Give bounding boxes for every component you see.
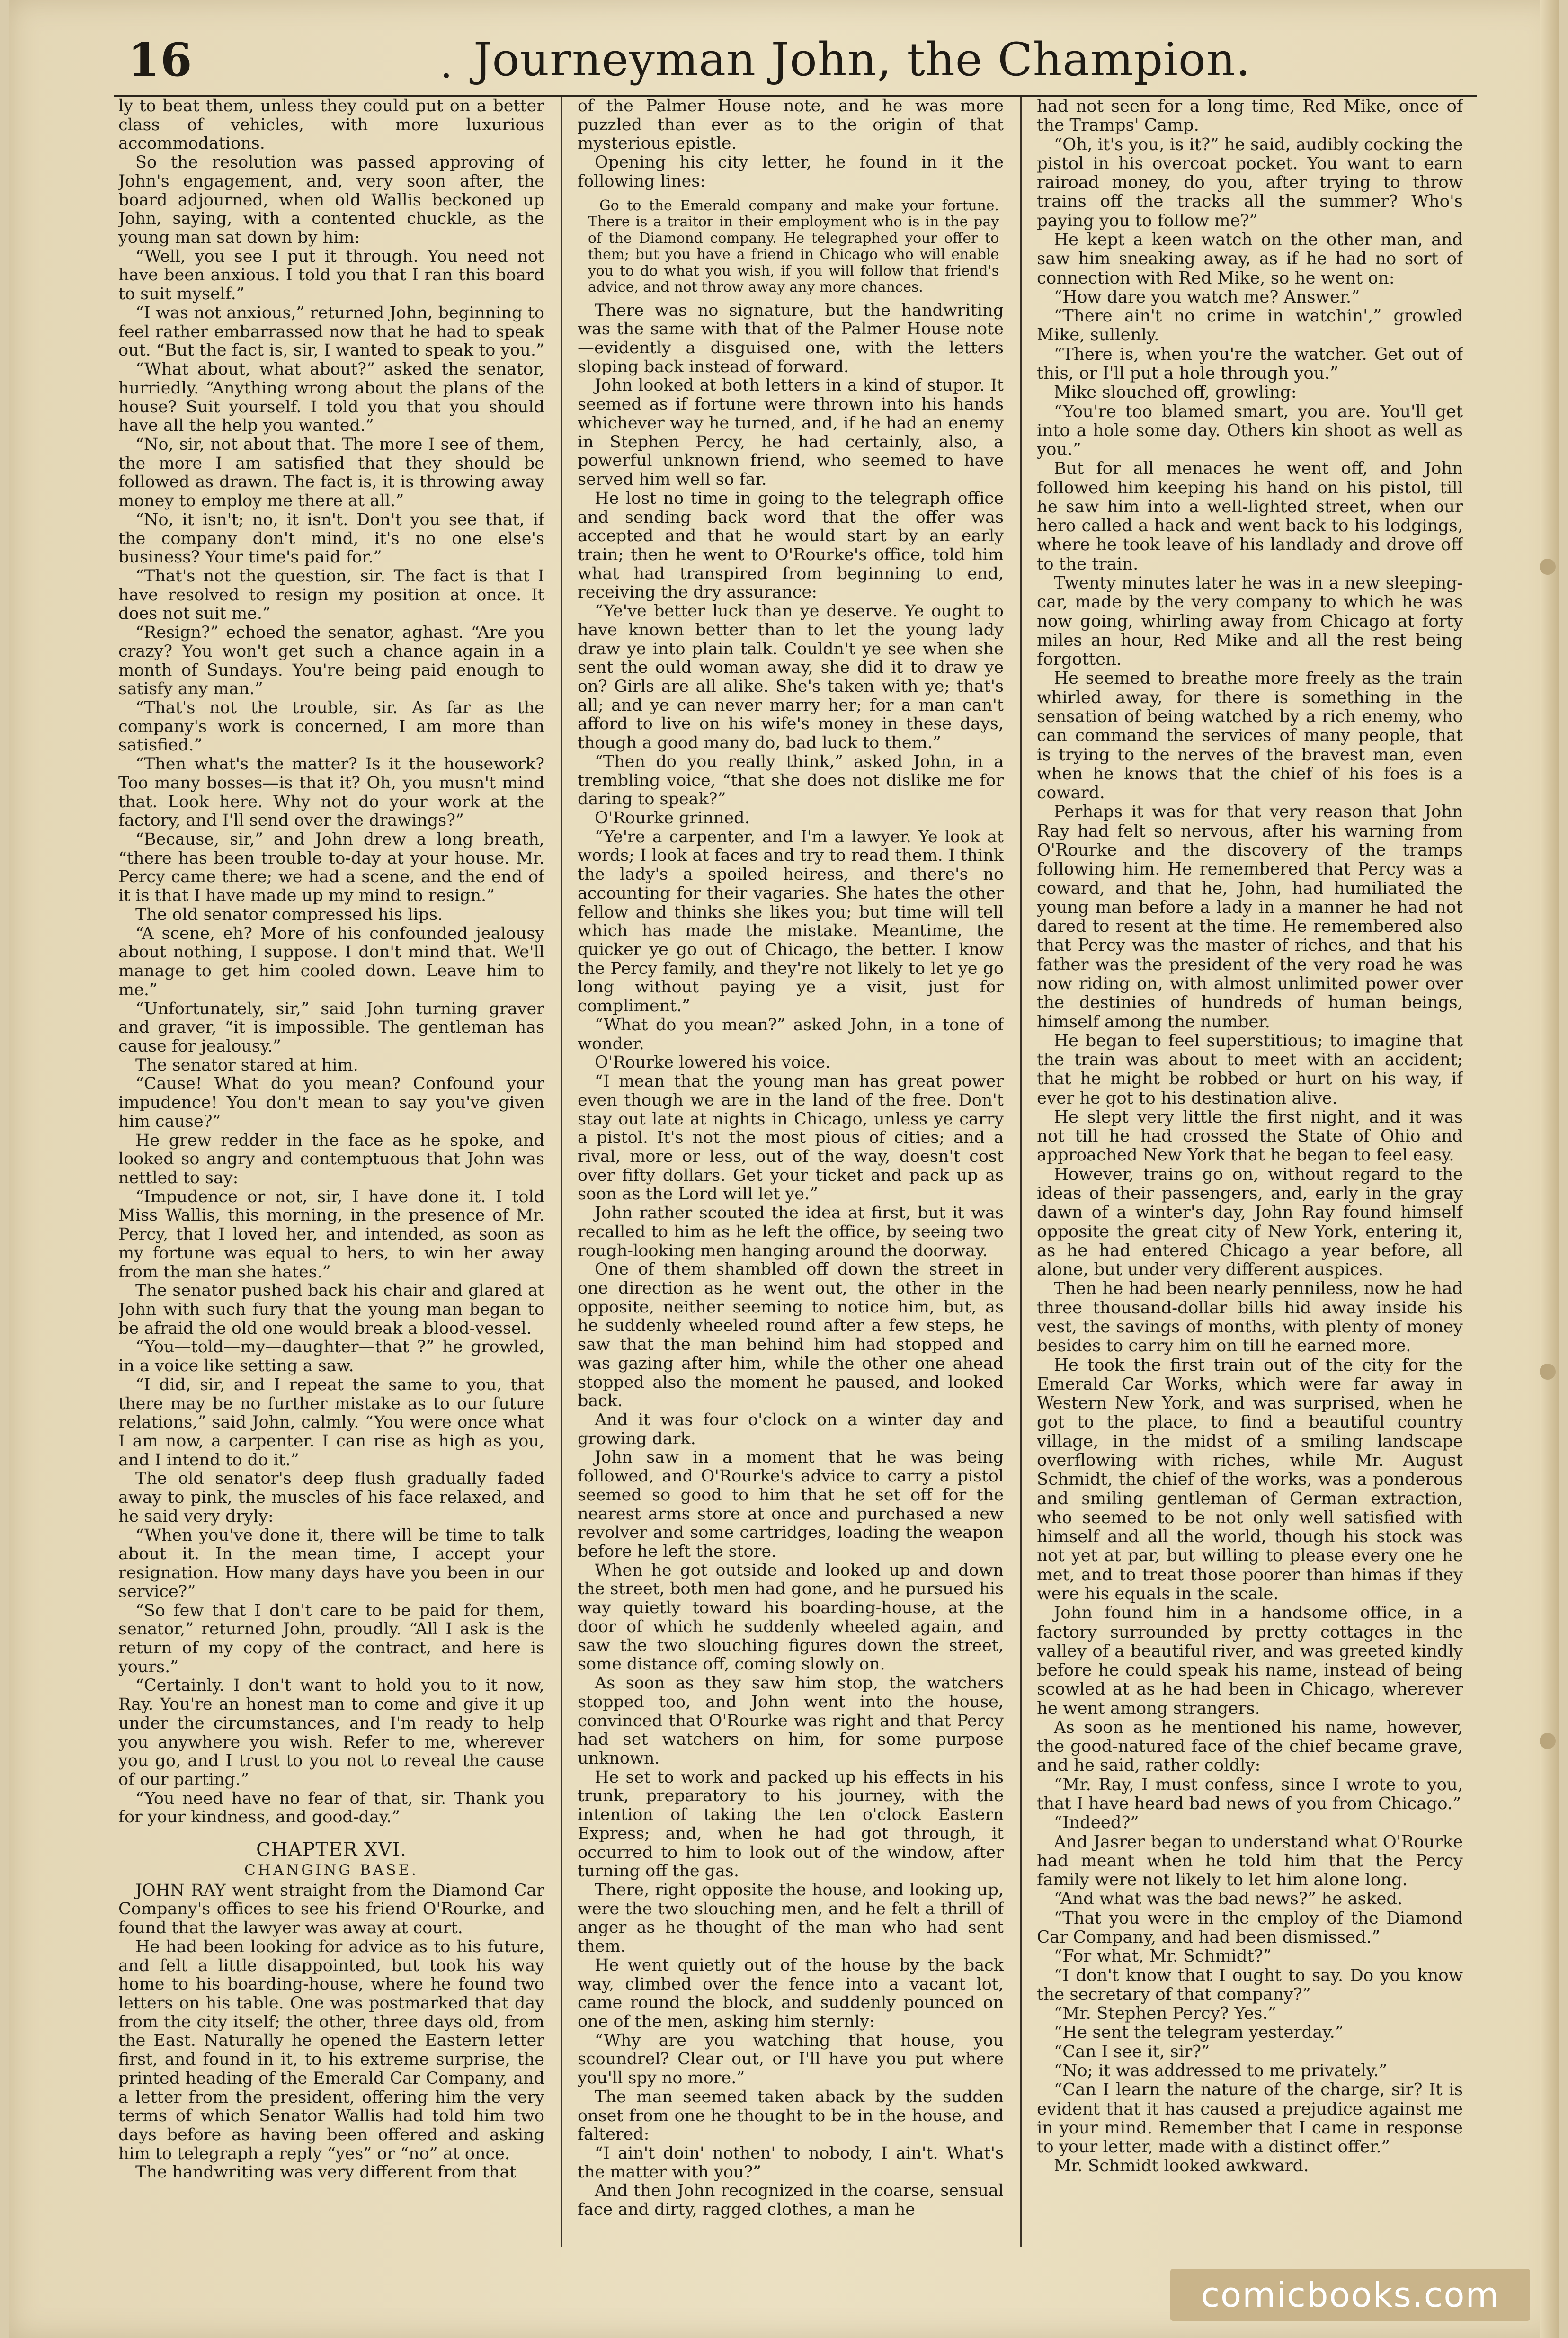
paragraph: “Why are you watching that house, you scoundrel? Clear out, or I'll have you put where you'll spy no more.”: [578, 2031, 1004, 2088]
paragraph: He took the first train out of the city for the Emerald Car Works, which were far away in Western New York, and was surprised, when he got to the place, to find a beautiful country village, in the midst of a smiling landscape overflowing with riches, while Mr. August Schmidt, the chief of the works, was a ponderous and smiling gentleman of German extraction, who seemed to be not only well satisfied with himself and all the world, though his stock was not yet at par, but willing to please every one he met, and to treat those poorer than himas if they were his equals in the scale.: [1037, 1355, 1463, 1604]
paragraph: John saw in a moment that he was being followed, and O'Rourke's advice to carry a pistol seemed so good to him that he set off for the nearest arms store at once and purchased a new revolver and some cartridges, loading the weapon before he left the store.: [578, 1448, 1004, 1562]
paragraph: The handwriting was very different from that: [135, 2163, 517, 2182]
paragraph: And then John recognized in the coarse, sensual face and dirty, ragged clothes, a man he: [578, 2181, 1004, 2220]
paragraph: He had been looking for advice as to his future, and felt a little disappointed, but took his way home to his boarding-house, where he found two letters on his table. One was postmarked that day from the city itself; the other, three days old, from the East. Naturally he opened the Eastern letter first, and found in it, to his extreme surprise, the printed heading of the Emerald Car Company, and a letter from the president, offering him the very terms of which Senator Wallis had told him two days before as having been offered and asking him to telegraph a reply “yes” or “no” at once.: [118, 1937, 544, 2163]
paragraph: “Cause! What do you mean? Confound your impudence! You don't mean to say you've given him cause?”: [118, 1074, 544, 1131]
paragraph: He seemed to breathe more freely as the train whirled away, for there is something in the sensation of being watched by a rich enemy, who can command the services of many people, that is trying to the nerves of the bravest man, even when he knows that the chief of his foes is a coward.: [1037, 669, 1463, 803]
paragraph: “Then what's the matter? Is it the housework? Too many bosses—is that it? Oh, you musn't mind that. Look here. Why not do your work at the factory, and I'll send over the drawings?”: [118, 755, 544, 830]
column-rule: [561, 97, 562, 2247]
newspaper-page: [9, 0, 1559, 2338]
paragraph: “I did, sir, and I repeat the same to you, that there may be no further mistake as to our future relations,” said John, calmly. “You were once what I am now, a carpenter. I can rise as high as you, and I intend to do it.”: [118, 1375, 544, 1470]
paragraph: He slept very little the first night, and it was not till he had crossed the State of Ohio and approached New York that he began to feel easy.: [1037, 1107, 1463, 1165]
paragraph: Twenty minutes later he was in a new sleeping-car, made by the very company to which he was now going, whirling away from Chicago at forty miles an hour, Red Mike and all the rest being forgotten.: [1037, 573, 1463, 669]
paragraph: “I mean that the young man has great power even though we are in the land of the free. Don't stay out late at nights in Chicago, unless ye carry a pistol. It's not the most pious of cities; and a rival, more or less, out of the way, doesn't cost over fifty dollars. Get your ticket and pack up as soon as the Lord will let ye.”: [578, 1072, 1004, 1204]
paragraph: John found him in a handsome office, in a factory surrounded by pretty cottages in the valley of a beautiful river, and was greeted kindly before he could speak his name, instead of being scowled at as he had been in Chicago, wherever he went among strangers.: [1037, 1603, 1463, 1718]
paragraph: “For what, Mr. Schmidt?”: [1054, 1946, 1272, 1966]
page-edge: [1540, 0, 1559, 2338]
paragraph: He grew redder in the face as he spoke, and looked so angry and contemptuous that John was nettled to say:: [118, 1131, 544, 1187]
paragraph: As soon as they saw him stop, the watchers stopped too, and John went into the house, convinced that O'Rourke was right and that Percy had set watchers on him, for some purpose unknown.: [578, 1674, 1004, 1768]
paragraph: He lost no time in going to the telegraph office and sending back word that the offer was accepted and that he would start by an early train; then he went to O'Rourke's office, told him what had transpired from beginning to end, receiving the dry assurance:: [578, 489, 1004, 602]
column-2-body: [578, 97, 1004, 2220]
paragraph: “Mr. Stephen Percy? Yes.”: [1054, 2004, 1277, 2024]
paragraph: “Because, sir,” and John drew a long breath, “there has been trouble to-day at your house. Mr. Percy came there; we had a scene, and the end of it is that I have made up my mind to resign.”: [118, 830, 544, 906]
paragraph: John rather scouted the idea at first, but it was recalled to him as he left the office, by seeing two rough-looking men hanging around the doorway.: [578, 1204, 1004, 1260]
paragraph: “You—told—my—daughter—that ?” he growled, in a voice like setting a saw.: [118, 1338, 544, 1376]
paragraph: “Well, you see I put it through. You need not have been anxious. I told you that I ran this board to suit myself.”: [118, 247, 544, 304]
quoted-letter: Go to the Emerald company and make your fortune. There is a traitor in their employment who is in the pay of the Diamond company. He telegraphed your offer to them; but you have a friend in Chicago who will enable you to do what you wish, if you will follow that friend's advice, and not throw away any more chances.: [588, 197, 999, 296]
paragraph: And it was four o'clock on a winter day and growing dark.: [578, 1410, 1004, 1448]
paragraph: He went quietly out of the house by the back way, climbed over the fence into a vacant lot, came round the block, and suddenly pounced on one of the men, asking him sternly:: [578, 1955, 1004, 2031]
paragraph: “Impudence or not, sir, I have done it. I told Miss Wallis, this morning, in the presence of Mr. Percy, that I loved her, and intended, as soon as my fortune was equal to hers, to win her away from the man she hates.”: [118, 1187, 544, 1282]
column-rule: [1020, 97, 1022, 2247]
paragraph: So the resolution was passed approving of John's engagement, and, very soon after, the board adjourned, when old Wallis beckoned up John, saying, with a contented chuckle, as the young man sat down by him:: [118, 153, 544, 248]
paragraph: And Jasrer began to understand what O'Rourke had meant when he told him that the Percy family were not likely to let him alone long.: [1037, 1832, 1463, 1890]
paragraph: “What about, what about?” asked the senator, hurriedly. “Anything wrong about the plans of the house? Suit yourself. I told you that you should have all the help you wanted.”: [118, 360, 544, 436]
paragraph: The senator pushed back his chair and glared at John with such fury that the young man began to be afraid the old one would break a blood-vessel.: [118, 1281, 544, 1338]
paragraph: “No; it was addressed to me privately.”: [1054, 2061, 1388, 2080]
paragraph: “That's not the question, sir. The fact is that I have resolved to resign my position at once. It does not suit me.”: [118, 566, 544, 624]
paragraph: “You're too blamed smart, you are. You'll get into a hole some day. Others kin shoot as well as you.”: [1037, 402, 1463, 460]
paragraph: The old senator's deep flush gradually faded away to pink, the muscles of his face relaxed, and he said very dryly:: [118, 1469, 544, 1526]
paragraph: “No, it isn't; no, it isn't. Don't you see that, if the company don't mind, it's no one else's business? Your time's paid for.”: [118, 510, 544, 567]
paragraph: Mr. Schmidt looked awkward.: [1054, 2156, 1309, 2176]
paragraph: of the Palmer House note, and he was more puzzled than ever as to the origin of that mysterious epistle.: [578, 97, 1004, 153]
paragraph: “Ye've better luck than ye deserve. Ye ought to have known better than to let the young lady draw ye into plain talk. Couldn't ye see when she sent the ould woman away, she did it to draw ye on? Girls are all alike. She's taken with ye; that's all; and ye can never marry her; for a man can't afford to live on his wife's money in these days, though a good many do, bad luck to them.”: [578, 602, 1004, 753]
paragraph: “So few that I don't care to be paid for them, senator,” returned John, proudly. “All I ask is the return of my copy of the contract, and here is yours.”: [118, 1601, 544, 1677]
paragraph: As soon as he mentioned his name, however, the good-natured face of the chief became grave, and he said, rather coldly:: [1037, 1717, 1463, 1776]
chapter-body: [118, 1882, 544, 2183]
paragraph: “I ain't doin' nothen' to nobody, I ain't. What's the matter with you?”: [578, 2144, 1004, 2182]
paragraph: “Ye're a carpenter, and I'm a lawyer. Ye look at words; I look at faces and try to read them. I think the lady's a spoiled heiress, and there's no accounting for their vagaries. She hates the other fellow and thinks she likes you; but time will tell which has made the mistake. Meantime, the quicker ye go out of Chicago, the better. I know the Percy family, and they're not likely to let ye go long without paying ye a visit, just for compliment.”: [578, 827, 1004, 1016]
paragraph: “That's not the trouble, sir. As far as the company's work is concerned, I am more than satisfied.”: [118, 698, 544, 755]
header-dot: .: [440, 43, 453, 87]
paragraph: “And what was the bad news?” he asked.: [1054, 1889, 1403, 1909]
paragraph: “That you were in the employ of the Diamond Car Company, and had been dismissed.”: [1037, 1908, 1463, 1947]
column-2: [578, 97, 1004, 2247]
paragraph: The senator stared at him.: [135, 1055, 358, 1075]
paragraph: When he got outside and looked up and down the street, both men had gone, and he pursued his way quietly toward his boarding-house, at the door of which he suddenly wheeled again, and saw the two slouching figures down the street, some distance off, coming slowly on.: [578, 1561, 1004, 1674]
paragraph: “Resign?” echoed the senator, aghast. “Are you crazy? You won't get such a chance again in a month of Sundays. You're being paid enough to satisfy any man.”: [118, 623, 544, 699]
paragraph: “A scene, eh? More of his confounded jealousy about nothing, I suppose. I don't mind that. We'll manage to get him cooled down. Leave him to me.”: [118, 924, 544, 999]
paragraph: “Can I see it, sir?”: [1054, 2042, 1210, 2061]
paragraph: JOHN RAY went straight from the Diamond Car Company's offices to see his friend O'Rourke, and found that the lawyer was away at court.: [118, 1881, 544, 1938]
paragraph: But for all menaces he went off, and John followed him keeping his hand on his pistol, till he saw him into a well-lighted street, when our hero called a hack and went back to his lodgings, where he took leave of his landlady and drove off to the train.: [1037, 459, 1463, 574]
paragraph: The man seemed taken aback by the sudden onset from one he thought to be in the house, and faltered:: [578, 2087, 1004, 2144]
chapter-heading: CHAPTER XVI.: [256, 1839, 407, 1861]
page-number: 16: [128, 33, 193, 87]
binding-hole: [1540, 559, 1556, 575]
paragraph: “Then do you really think,” asked John, in a trembling voice, “that she does not dislike me for daring to speak?”: [578, 752, 1004, 809]
paragraph: He kept a keen watch on the other man, and saw him sneaking away, as if he had no sort of connection with Red Mike, so he went on:: [1037, 230, 1463, 288]
paragraph: “Unfortunately, sir,” said John turning graver and graver, “it is impossible. The gentleman has cause for jealousy.”: [118, 999, 544, 1056]
paragraph: “What do you mean?” asked John, in a tone of wonder.: [578, 1015, 1004, 1053]
paragraph: “There is, when you're the watcher. Get out of this, or I'll put a hole through you.”: [1037, 344, 1463, 383]
paragraph: had not seen for a long time, Red Mike, once of the Tramps' Camp.: [1037, 97, 1463, 135]
chapter-subtitle: CHANGING BASE.: [244, 1861, 419, 1879]
paragraph: ly to beat them, unless they could put on a better class of vehicles, with more luxurious accommodations.: [118, 97, 544, 153]
paragraph: The old senator compressed his lips.: [135, 905, 443, 924]
paragraph: There was no signature, but the handwriting was the same with that of the Palmer House note—evidently a disguised one, with the letters sloping back instead of forward.: [578, 301, 1004, 376]
column-1-body: [118, 97, 544, 1827]
page-header: [114, 24, 1477, 97]
paragraph: “Can I learn the nature of the charge, sir? It is evident that it has caused a prejudice against me in your mind. Remember that I came in response to your letter, made with a distinct offer.”: [1037, 2080, 1463, 2157]
paragraph: One of them shambled off down the street in one direction as he went out, the other in the opposite, neither seeming to notice him, but, as he suddenly wheeled round after a few steps, he saw that the man behind him had stopped and was gazing after him, while the other one ahead stopped also the moment he paused, and looked back.: [578, 1260, 1004, 1411]
column-1: [118, 97, 544, 2247]
paragraph: “Certainly. I don't want to hold you to it now, Ray. You're an honest man to come and give it up under the circumstances, and I'm ready to help you anywhere you wish. Refer to me, wherever you go, and I trust to you not to reveal the cause of our parting.”: [118, 1676, 544, 1789]
paragraph: He set to work and packed up his effects in his trunk, preparatory to his journey, with the intention of taking the ten o'clock Eastern Express; and, when he had got through, it occurred to him to look out of the window, after turning off the gas.: [578, 1767, 1004, 1881]
paragraph: O'Rourke lowered his voice.: [595, 1053, 831, 1072]
paragraph: O'Rourke grinned.: [595, 809, 750, 828]
paragraph: “There ain't no crime in watchin',” growled Mike, sullenly.: [1037, 306, 1463, 345]
paragraph: Opening his city letter, he found in it the following lines:: [578, 153, 1004, 191]
column-3-body: [1037, 97, 1463, 2176]
binding-hole: [1540, 1733, 1556, 1749]
paragraph: Mike slouched off, growling:: [1054, 383, 1297, 402]
paragraph: “I was not anxious,” returned John, beginning to feel rather embarrassed now that he had to speak out. “But the fact is, sir, I wanted to speak to you.”: [118, 303, 544, 360]
paragraph: “How dare you watch me? Answer.”: [1054, 287, 1360, 307]
paragraph: However, trains go on, without regard to the ideas of their passengers, and, early in the gray dawn of a winter's day, John Ray found himself opposite the great city of New York, entering it, as he had entered Chicago a year before, all alone, but under very different auspices.: [1037, 1164, 1463, 1280]
paragraph: There, right opposite the house, and looking up, were the two slouching men, and he felt a thrill of anger as he thought of the man who had sent them.: [578, 1880, 1004, 1956]
paragraph: “He sent the telegram yesterday.”: [1054, 2023, 1344, 2043]
paragraph: Perhaps it was for that very reason that John Ray had felt so nervous, after his warning from O'Rourke and the discovery of the tramps following him. He remembered that Percy was a coward, and that he, John, had humiliated the young man before a lady in a manner he had not dared to resent at the time. He remembered also that Percy was the master of riches, and that his father was the president of the very road he was now riding on, with almost unlimited power over the destinies of hundreds of human beings, himself among the number.: [1037, 802, 1463, 1032]
paragraph: John looked at both letters in a kind of stupor. It seemed as if fortune were thrown into his hands whichever way he turned, and, if he had an enemy in Stephen Percy, he had certainly, also, a powerful unknown friend, who seemed to have served him well so far.: [578, 376, 1004, 490]
paragraph: “Indeed?”: [1054, 1813, 1139, 1833]
paragraph: Then he had been nearly penniless, now he had three thousand-dollar bills hid away inside his vest, the savings of months, with plenty of money besides to carry him on till he earned more.: [1037, 1279, 1463, 1356]
paragraph: “Mr. Ray, I must confess, since I wrote to you, that I have heard bad news of you from Chicago.”: [1037, 1775, 1463, 1814]
paragraph: “When you've done it, there will be time to talk about it. In the mean time, I accept your resignation. How many days have you been in our service?”: [118, 1526, 544, 1601]
article-columns: [118, 97, 1482, 2247]
paragraph: “You need have no fear of that, sir. Thank you for your kindness, and good-day.”: [118, 1789, 544, 1827]
binding-hole: [1540, 1364, 1556, 1380]
paragraph: He began to feel superstitious; to imagine that the train was about to meet with an accident; that he might be robbed or hurt on his way, if ever he got to his destination alive.: [1037, 1031, 1463, 1108]
column-3: [1037, 97, 1463, 2247]
paragraph: “Oh, it's you, is it?” he said, audibly cocking the pistol in his overcoat pocket. You want to earn rairoad money, do you, after trying to throw trains off the tracks all the summer? Who's paying you to follow me?”: [1037, 134, 1463, 231]
watermark-logo: comicbooks.com: [1170, 2269, 1530, 2321]
paragraph: “I don't know that I ought to say. Do you know the secretary of that company?”: [1037, 1965, 1463, 2004]
page-title: Journeyman John, the Champion.: [473, 33, 1251, 86]
paragraph: “No, sir, not about that. The more I see of them, the more I am satisfied that they should be followed as drawn. The fact is, it is throwing away money to employ me there at all.”: [118, 435, 544, 511]
